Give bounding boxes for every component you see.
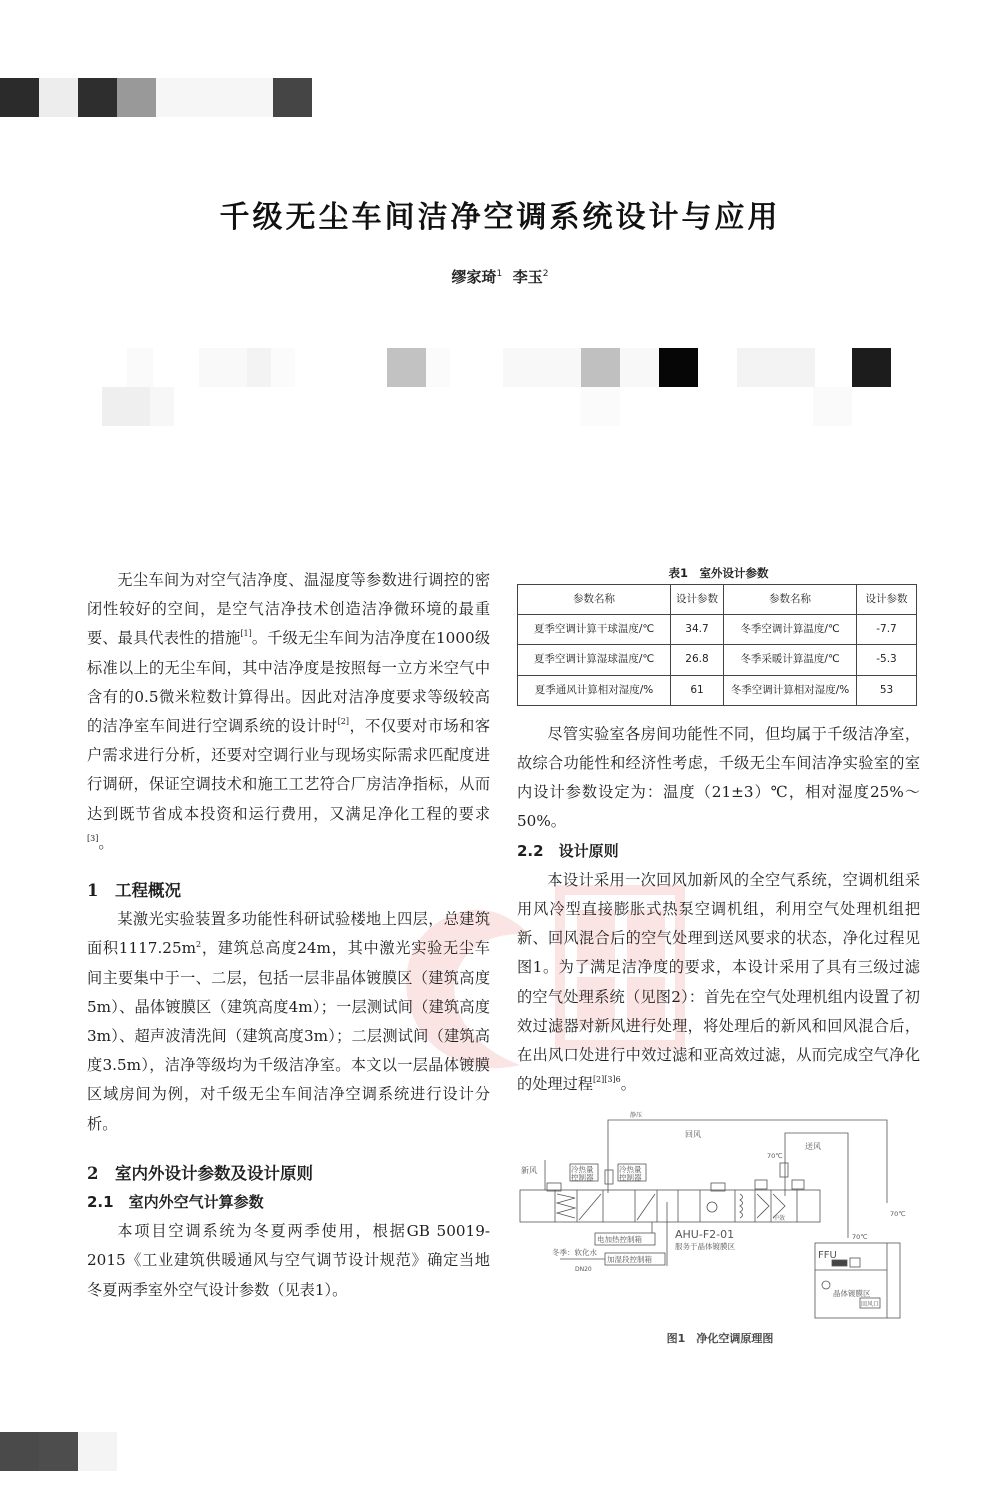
figure-caption: 图1 净化空调原理图 (666, 1332, 774, 1345)
mosaic-tile (737, 348, 815, 387)
decor-block (0, 1432, 39, 1471)
subsection-heading: 2.2 设计原则 (517, 841, 619, 860)
text-run: 某激光实验装置多功能性科研试验楼地上四层，总建筑面积1117.25m (87, 910, 490, 958)
section1-paragraph (87, 905, 490, 1139)
citation[interactable]: [2] (337, 717, 350, 727)
decor-block (39, 78, 78, 117)
outdoor-params-table (517, 584, 917, 706)
text-run: 。千级无尘车间为洁净度在1000级标准以上的无尘车间，其中洁净度是按照每一立方米空气中含有的0.5微米粒数计算得出。因此对洁净度要求等级较高的洁净室车间进行空调系统的设计时 (87, 629, 491, 736)
table-cell: 34.7 (671, 615, 724, 645)
table-cell: 61 (671, 675, 724, 705)
table-cell: -7.7 (857, 615, 917, 645)
label-ahu-id: AHU-F2-01 (675, 1228, 735, 1241)
table-row (518, 615, 917, 645)
label-controller: 控制器 (571, 1173, 594, 1182)
author-name: 缪家琦 (451, 268, 497, 286)
mosaic-tile (247, 348, 271, 387)
text-run: 。 (98, 833, 114, 852)
intro-paragraph (87, 566, 490, 858)
citation[interactable]: [3] (87, 833, 99, 843)
decor-block (39, 1432, 78, 1471)
mosaic-tile (503, 348, 581, 387)
decor-block (117, 78, 156, 117)
mosaic-tile (581, 348, 620, 387)
author-affiliation: 1 (496, 269, 503, 279)
decor-block (78, 78, 117, 117)
section2-paragraph: 本项目空调系统为冬夏两季使用，根据GB 50019-2015《工业建筑供暖通风与空气调节设计规范》确定当地冬夏两季室外空气设计参数（见表1）。 (87, 1222, 490, 1299)
section-heading: 1 工程概况 (87, 881, 181, 901)
table-cell: 夏季通风计算相对湿度/% (518, 675, 671, 705)
table-caption: 表1 室外设计参数 (668, 566, 769, 580)
table-cell: 冬季采暖计算温度/℃ (724, 645, 857, 675)
left-column (87, 566, 490, 1305)
mosaic-tile (620, 348, 659, 387)
right-column (517, 562, 920, 1099)
design-principle-paragraph (517, 866, 920, 1100)
table-cell: 夏季空调计算湿球温度/℃ (518, 645, 671, 675)
mosaic-tile (387, 348, 426, 387)
table-cell: 冬季空调计算温度/℃ (724, 615, 857, 645)
table-header-row (518, 585, 917, 615)
text-run: 本设计采用一次回风加新风的全空气系统，空调机组采用风冷型直接膨胀式热泵空调机组，利用空气处理机组把新、回风混合后的空气处理到送风要求的状态，净化过程见图1。为了满足洁净度的要求，本设计采用了具有三级过滤的空气处理系统（见图2）：首先在空气处理机组内设置了初效过滤器对新风进行处理，将处理后的新风和回风混合后，在出风口处进行中效过滤和亚高效过滤，从而完成空气净化的处理过程 (517, 870, 920, 1094)
label-controller: 冷热量 (571, 1165, 594, 1174)
table-cell: 26.8 (671, 645, 724, 675)
indoor-params-paragraph: 尽管实验室各房间功能性不同，但均属于千级洁净室，故综合功能性和经济性考虑，千级无尘车间洁净实验室的室内设计参数设定为：温度（21±3）℃，相对湿度25%～50%。 (517, 724, 920, 831)
label-return-vent: 回风口 (861, 1301, 880, 1308)
decor-block (0, 78, 39, 117)
table-header: 设计参数 (671, 585, 724, 615)
mosaic-tile (813, 387, 852, 426)
mosaic-tile (852, 348, 891, 387)
table-cell: 冬季空调计算相对湿度/% (724, 675, 857, 705)
table-cell: 夏季空调计算干球温度/℃ (518, 615, 671, 645)
label-ffu: FFU (818, 1250, 837, 1261)
decor-block (78, 1432, 117, 1471)
text-run: ，建筑总高度24m，其中激光实验无尘车间主要集中于一、二层，包括一层非晶体镀膜区（建筑高度5m）、晶体镀膜区（建筑高度4m）；一层测试间（建筑高度3m）、超声波清洗间（建筑高度3m）；二层测试间（建筑高度3.5m），洁净等级均为千级洁净室。本文以一层晶体镀膜区域房间为例，对千级无尘车间洁净空调系统进行设计分析。 (87, 939, 490, 1133)
table-header: 参数名称 (724, 585, 857, 615)
label-filter: 中效 (773, 1215, 786, 1222)
mosaic-tile (150, 387, 174, 426)
label-fire-damper: 70℃ (767, 1152, 783, 1160)
mosaic-tile (581, 387, 620, 426)
mosaic-tile (426, 348, 450, 387)
label-room: 晶体镀膜区 (833, 1289, 871, 1298)
label-pipe-size: DN20 (575, 1266, 592, 1273)
label-humidify-box: 加湿段控制箱 (607, 1255, 652, 1264)
paper-title: 千级无尘车间洁净空调系统设计与应用 (219, 200, 781, 235)
return-air-duct (608, 1120, 887, 1203)
mosaic-tile (127, 348, 153, 387)
text-run: 。 (620, 1075, 636, 1094)
hvac-schematic-figure (515, 1108, 910, 1323)
decor-block (156, 78, 273, 117)
text-run: ，不仅要对市场和客户需求进行分析，还要对空调行业与现场实际需求匹配度进行调研，保证空调技术和施工工艺符合厂房洁净指标，从而达到既节省成本投资和运行费用，又满足净化工程的要求 (87, 717, 491, 823)
mosaic-tile (659, 348, 698, 387)
table-cell: 53 (857, 675, 917, 705)
mosaic-tile (102, 387, 150, 426)
mosaic-tile (199, 348, 247, 387)
label-fire-damper: 70℃ (852, 1233, 868, 1241)
citation[interactable]: [2][3]6 (592, 1075, 621, 1085)
table-row (518, 645, 917, 675)
superscript: 2 (196, 940, 202, 950)
label-supply-air: 送风 (805, 1142, 821, 1151)
label-winter-water: 冬季：软化水 (552, 1248, 597, 1257)
author-affiliation: 2 (542, 269, 549, 279)
table-row (518, 675, 917, 705)
label-controller: 控制器 (619, 1173, 642, 1182)
section-heading: 2 室内外设计参数及设计原则 (87, 1163, 313, 1183)
table-header: 设计参数 (857, 585, 917, 615)
text-run: 无尘车间为对空气洁净度、温湿度等参数进行调控的密闭性较好的空间，是空气洁净技术创造洁净微环境的最重要、最具代表性的措施 (87, 571, 490, 648)
mosaic-tile (271, 348, 295, 387)
author-line (0, 266, 1000, 287)
table-header: 参数名称 (518, 585, 671, 615)
label-pressure: 静压 (630, 1112, 643, 1119)
subsection-heading: 2.1 室内外空气计算参数 (87, 1193, 264, 1212)
label-fire-damper: 70℃ (890, 1210, 906, 1218)
label-fresh-air: 新风 (521, 1166, 537, 1175)
label-ahu-serves: 服务于晶体镀膜区 (675, 1242, 735, 1251)
citation[interactable]: [1] (240, 629, 252, 639)
label-return-air: 回风 (685, 1130, 701, 1139)
author-name: 李玉 (512, 268, 543, 286)
label-controller: 冷热量 (619, 1165, 642, 1174)
table-cell: -5.3 (857, 645, 917, 675)
label-electric-heat-box: 电加热控制箱 (597, 1235, 642, 1244)
decor-block (273, 78, 312, 117)
